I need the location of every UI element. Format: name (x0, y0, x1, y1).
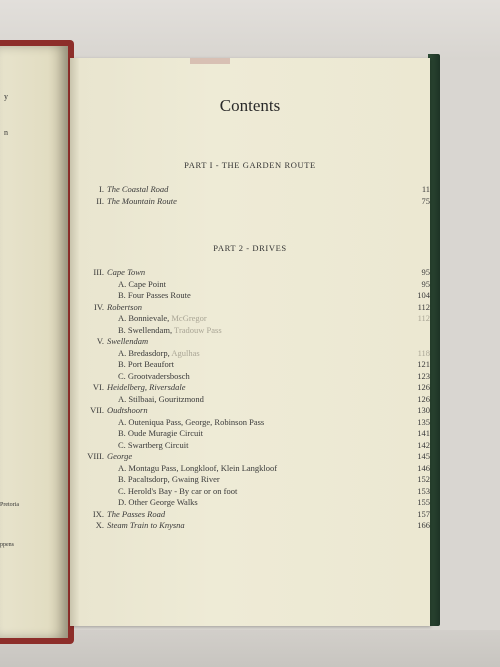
toc-entry-title-faded: Tradouw Pass (174, 324, 222, 335)
toc-entry-page: 11 (421, 184, 430, 194)
toc-entry (70, 359, 430, 369)
left-page-fragment: ppens (0, 542, 14, 548)
toc-entry (70, 509, 430, 519)
toc-entry (70, 184, 430, 194)
toc-entry-title-group (118, 325, 222, 335)
toc-entry (70, 405, 430, 415)
toc-entry (70, 451, 430, 461)
toc-entry-title: C. Swartberg Circuit (118, 439, 189, 450)
toc-entry-page: 135 (417, 416, 430, 427)
toc-entry-title: A. Cape Point (118, 278, 166, 289)
background-wall (0, 0, 500, 60)
toc-entry-page: 112 (417, 301, 430, 312)
toc-entry-page: 123 (417, 370, 430, 381)
toc-entry (70, 336, 430, 346)
toc-entry-page: 146 (417, 462, 430, 473)
toc-entry-title: Heidelberg, Riversdale (107, 382, 186, 392)
toc-entry-page: 157 (417, 508, 430, 519)
toc-entry-number: X. (95, 520, 104, 530)
toc-entry-page: 153 (417, 485, 430, 496)
toc-entry-title: A. Outeniqua Pass, George, Robinson Pass (118, 416, 265, 427)
toc-entry-title: George (107, 451, 133, 461)
toc-entry (70, 474, 430, 484)
toc-entry-page: 75 (421, 195, 430, 206)
toc-entry-title: Swellendam (107, 336, 149, 346)
toc-entry (70, 371, 430, 381)
part-heading: PART 2 - DRIVES (213, 243, 287, 253)
toc-entry-title: Robertson (107, 301, 142, 312)
toc-entry-title-group (118, 313, 207, 323)
toc-entry (70, 497, 430, 507)
left-page-fragment: y (4, 92, 8, 101)
page-title: Contents (219, 96, 281, 115)
toc-entry-title-group (118, 348, 200, 358)
toc-entry-title: A. Montagu Pass, Longkloof, Klein Langkloof (118, 462, 278, 473)
toc-entry-title: The Coastal Road (107, 184, 169, 194)
toc-entry-page: 95 (421, 278, 430, 289)
toc-entry-number: VII. (90, 405, 104, 415)
toc-entry-title: A. Bonnievale, (118, 313, 172, 323)
background-table (0, 630, 500, 667)
toc-entry-page: 142 (417, 439, 430, 450)
page-stain (190, 58, 230, 64)
toc-entry-title: Cape Town (107, 267, 146, 277)
toc-entry (70, 463, 430, 473)
toc-entry-page: 118 (417, 347, 430, 358)
toc-entry-page: 104 (417, 290, 430, 300)
toc-entry-title: D. Other George Walks (118, 497, 198, 507)
toc-entry-number: VI. (92, 382, 104, 392)
toc-entry (70, 196, 430, 206)
left-page-fragment: Pretoria (0, 502, 19, 508)
toc-entry (70, 417, 430, 427)
toc-entry-number: IX. (92, 508, 104, 519)
toc-entry-page: 155 (417, 497, 430, 507)
toc-entry-number: I. (99, 184, 104, 194)
toc-entry-title: The Passes Road (107, 508, 166, 519)
toc-entry-number: III. (93, 267, 104, 277)
toc-entry (70, 520, 430, 530)
toc-entry-page: 126 (417, 393, 430, 404)
toc-entry-page: 141 (417, 428, 430, 438)
toc-entry-number: II. (96, 195, 104, 206)
toc-entry-title: B. Oude Muragie Circuit (118, 428, 203, 438)
left-page (0, 46, 68, 638)
toc-entry-number: IV. (94, 301, 104, 312)
toc-entry-page: 112 (417, 313, 430, 323)
toc-entry (70, 325, 430, 335)
toc-entry-title: C. Herold's Bay - By car or on foot (118, 485, 238, 496)
toc-entry (70, 382, 430, 392)
toc-entry-number: V. (96, 336, 104, 346)
toc-entry-page: 126 (417, 382, 430, 392)
toc-entry-title-faded: McGregor (171, 313, 207, 323)
toc-entry-title: A. Stilbaai, Gouritzmond (118, 393, 204, 404)
left-page-fragment: n (4, 128, 8, 137)
toc-entry-title: B. Port Beaufort (118, 359, 174, 369)
toc-entry (70, 486, 430, 496)
toc-entry-title: C. Grootvadersbosch (118, 370, 190, 381)
toc-entry-title: The Mountain Route (107, 195, 177, 206)
toc-entry-title: Oudtshoorn (107, 405, 148, 415)
toc-entry-number: VIII. (87, 451, 104, 461)
toc-entry-title: Steam Train to Knysna (107, 520, 185, 530)
toc-entry (70, 394, 430, 404)
toc-entry-page: 145 (417, 451, 430, 461)
toc-entry-title: B. Swellendam, (118, 324, 175, 335)
toc-entry-page: 95 (421, 267, 430, 277)
toc-entry (70, 290, 430, 300)
toc-entry-page: 130 (417, 405, 430, 415)
toc-entry-title: A. Bredasdorp, (118, 347, 172, 358)
toc-entry-title: B. Four Passes Route (118, 290, 191, 300)
toc-entry (70, 348, 430, 358)
part-heading: PART I - THE GARDEN ROUTE (184, 160, 316, 170)
toc-entry-title-faded: Agulhas (171, 347, 200, 358)
toc-entry (70, 313, 430, 323)
toc-entry (70, 267, 430, 277)
toc-entry-page: 152 (417, 474, 430, 484)
toc-entry-page: 166 (417, 520, 430, 530)
toc-entry-page: 121 (417, 359, 430, 369)
toc-entry (70, 440, 430, 450)
toc-entry (70, 428, 430, 438)
toc-entry-title: B. Pacaltsdorp, Gwaing River (118, 474, 220, 484)
toc-entry (70, 279, 430, 289)
toc-entry (70, 302, 430, 312)
